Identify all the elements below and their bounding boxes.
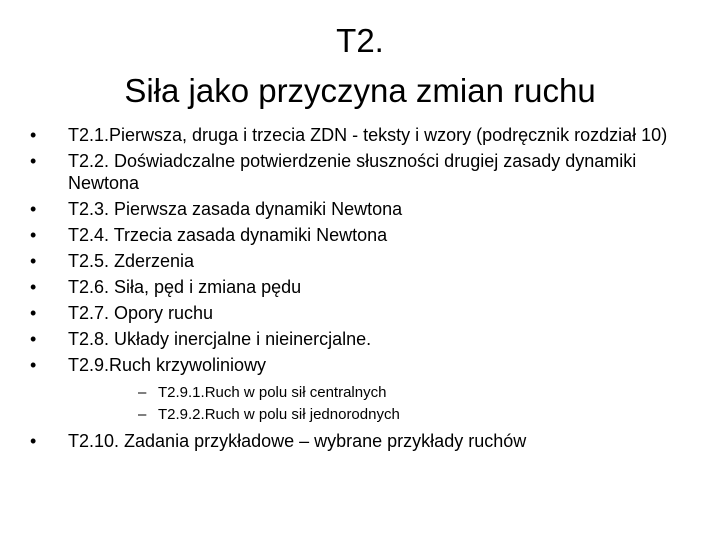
bullet-item-t2-5 bbox=[30, 250, 670, 272]
bullet-item-t2-4 bbox=[30, 224, 670, 246]
bullet-item-t2-1 bbox=[30, 124, 670, 146]
bullet-dot: • bbox=[30, 199, 37, 219]
bullet-text: T2.1.Pierwsza, druga i trzecia ZDN - teksty i wzory (podręcznik rozdział 10) bbox=[68, 125, 668, 145]
sub-bullet-dash: – bbox=[138, 384, 147, 401]
sub-bullet-list bbox=[68, 382, 670, 426]
bullet-text: T2.8. Układy inercjalne i nieinercjalne. bbox=[68, 329, 372, 349]
bullet-text: T2.2. Doświadczalne potwierdzenie słuszności drugiej zasady dynamiki Newtona bbox=[68, 151, 637, 193]
bullet-item-t2-2 bbox=[30, 150, 670, 194]
sub-bullet-item-t2-9-1 bbox=[110, 382, 670, 404]
bullet-item-t2-8 bbox=[30, 328, 670, 350]
bullet-text: T2.3. Pierwsza zasada dynamiki Newtona bbox=[68, 199, 403, 219]
sub-bullet-dash: – bbox=[138, 406, 147, 423]
bullet-text: T2.9.Ruch krzywoliniowy bbox=[68, 355, 267, 375]
bullet-item-t2-10 bbox=[30, 430, 670, 452]
bullet-dot: • bbox=[30, 431, 37, 451]
bullet-text: T2.4. Trzecia zasada dynamiki Newtona bbox=[68, 225, 388, 245]
bullet-list bbox=[30, 124, 670, 456]
bullet-item-t2-6 bbox=[30, 276, 670, 298]
bullet-dot: • bbox=[30, 225, 37, 245]
bullet-item-t2-7 bbox=[30, 302, 670, 324]
bullet-text: T2.10. Zadania przykładowe – wybrane przykłady ruchów bbox=[68, 431, 527, 451]
sub-bullet-text: T2.9.1.Ruch w polu sił centralnych bbox=[158, 384, 387, 401]
bullet-dot: • bbox=[30, 277, 37, 297]
bullet-text: T2.5. Zderzenia bbox=[68, 251, 195, 271]
bullet-text: T2.7. Opory ruchu bbox=[68, 303, 214, 323]
sub-bullet-item-t2-9-2 bbox=[110, 404, 670, 426]
bullet-text: T2.6. Siła, pęd i zmiana pędu bbox=[68, 277, 302, 297]
sub-bullet-text: T2.9.2.Ruch w polu sił jednorodnych bbox=[158, 406, 400, 423]
slide-title-line-1: T2. bbox=[336, 22, 384, 59]
bullet-dot: • bbox=[30, 125, 37, 145]
bullet-dot: • bbox=[30, 251, 37, 271]
bullet-dot: • bbox=[30, 329, 37, 349]
bullet-item-t2-3 bbox=[30, 198, 670, 220]
bullet-dot: • bbox=[30, 303, 37, 323]
bullet-dot: • bbox=[30, 355, 37, 375]
bullet-dot: • bbox=[30, 151, 37, 171]
slide-title-line-2: Siła jako przyczyna zmian ruchu bbox=[124, 72, 596, 109]
bullet-item-t2-9 bbox=[30, 354, 670, 426]
